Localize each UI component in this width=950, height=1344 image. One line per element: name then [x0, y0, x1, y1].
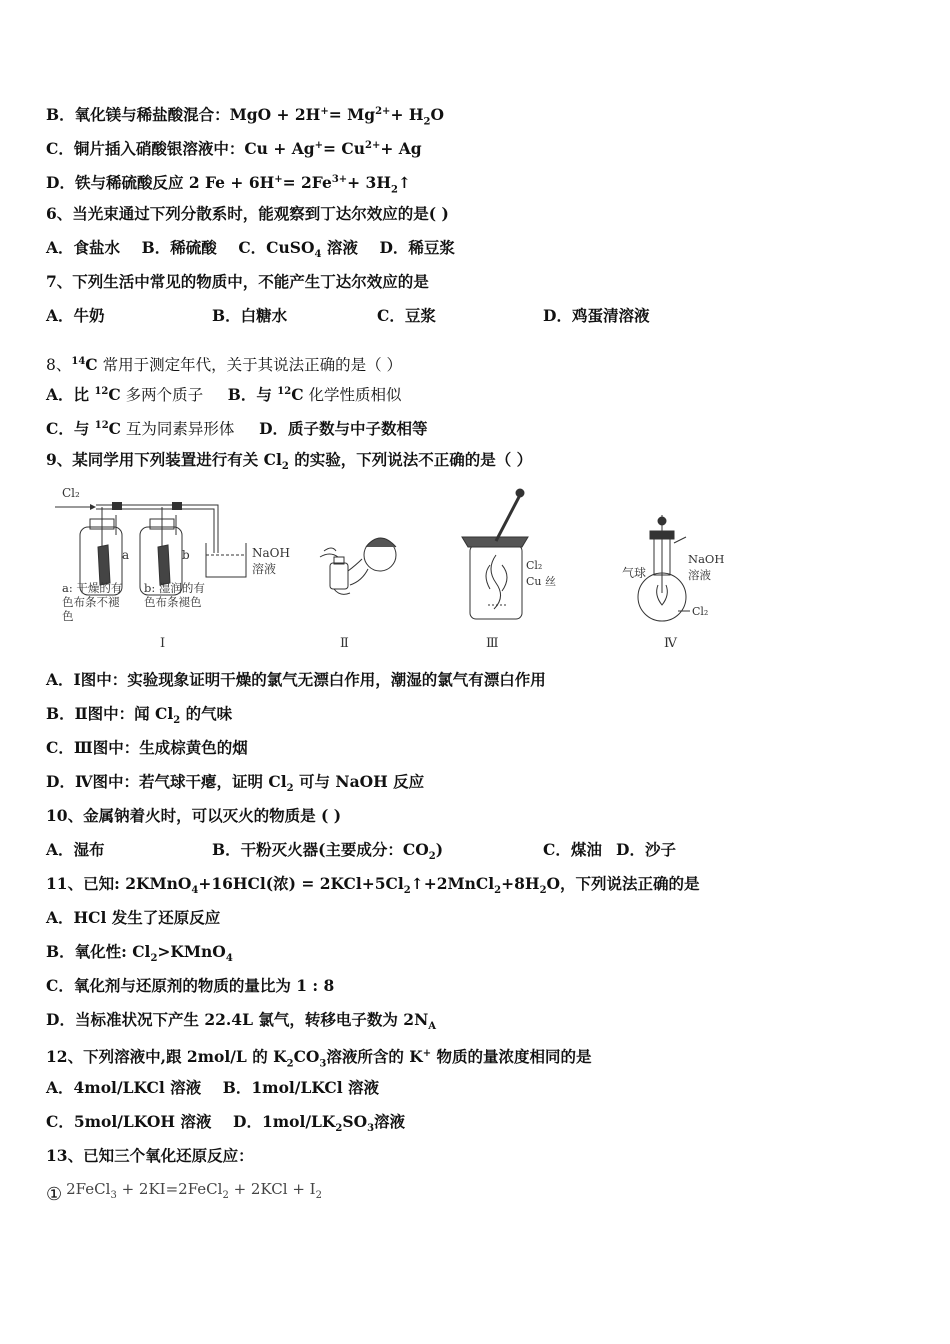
q7-option-c: C．豆浆: [377, 306, 436, 325]
svg-text:Cu 丝: Cu 丝: [526, 575, 556, 588]
q8-option-b: B．与 $^{12}$C 化学性质相似: [227, 385, 402, 405]
q8-option-a: A．比 $^{12}$C 多两个质子: [46, 385, 204, 405]
q5-option-b: B．氧化镁与稀盐酸混合：MgO + $2H^+= Mg^{2+}+ H_2O$: [46, 105, 444, 128]
q10-option-d: D．沙子: [616, 840, 676, 859]
q7-option-d: D．鸡蛋清溶液: [543, 306, 650, 325]
q9-stem: 9、某同学用下列装置进行有关 $Cl_2$ 的实验，下列说法不正确的是（ ）: [46, 450, 533, 473]
q12-options-cd: [46, 1112, 405, 1139]
q9-option-a: A．Ⅰ图中：实验现象证明干燥的氯气无漂白作用，潮湿的氯气有漂白作用: [46, 670, 546, 689]
q12-option-d: D．$1mol/LK_2SO_3$溶液: [233, 1112, 406, 1135]
svg-text:色布条褪色: 色布条褪色: [144, 595, 202, 609]
q7-option-a: A．牛奶: [46, 306, 105, 325]
q8-options-cd: [46, 416, 428, 439]
svg-text:a: 干燥的有: a: 干燥的有: [62, 581, 123, 595]
q12-option-a: A．4mol/LKCl 溶液: [46, 1078, 202, 1097]
q9-option-b: B．Ⅱ图中：闻 $Cl_2$ 的气味: [46, 704, 233, 727]
q12-options-ab: [46, 1078, 379, 1098]
equation-marker: ①: [46, 1184, 63, 1205]
svg-text:溶液: 溶液: [688, 568, 711, 582]
q5-option-d: D．铁与稀硫酸反应 2 $Fe + 6H^+= 2Fe^{3+}+$ $3H_2↑$: [46, 173, 411, 196]
q13-stem: 13、已知三个氧化还原反应：: [46, 1146, 254, 1165]
q8-stem: 8、$^{14}$C 常用于测定年代，关于其说法正确的是（ ）: [46, 355, 402, 375]
q11-stem: 11、已知: 2KMnO$_4$+16HCl(浓) = $2KCl+5Cl_2↑+2MnCl_2+8H_2O$，下列说法正确的是: [46, 874, 700, 897]
q12-stem: 12、下列溶液中,跟 2mol/L 的 $K_2CO_3$溶液所含的 K+ 物质的量浓度相同的是: [46, 1047, 592, 1070]
q8-option-d: D．质子数与中子数相等: [259, 419, 428, 439]
q6-option-c: C．CuSO$_4$ 溶液: [238, 238, 358, 261]
q9-apparatus-figure: [50, 485, 750, 660]
svg-text:Cl₂: Cl₂: [692, 605, 709, 618]
q8-options-ab: [46, 382, 401, 405]
label-IV: Ⅳ: [664, 636, 677, 651]
cu-wire-jar: [462, 489, 556, 619]
q11-option-d: D．当标准状况下产生 22.4L 氯气，转移电子数为 $2N_A$: [46, 1010, 436, 1033]
q11-option-b: B．氧化性: $Cl_2>KMnO_4$: [46, 942, 233, 965]
cl2-inlet-label: Cl₂: [62, 486, 80, 500]
svg-text:气球: 气球: [622, 566, 647, 580]
q8-option-c: C．与 $^{12}$C 互为同素异形体: [46, 419, 235, 439]
q6-option-a: A．食盐水: [46, 238, 121, 257]
q11-option-c: C．氧化剂与还原剂的物质的量比为 1 : 8: [46, 976, 335, 995]
svg-text:溶液: 溶液: [252, 562, 277, 576]
svg-text:色布条不褪: 色布条不褪: [62, 595, 120, 609]
label-I: Ⅰ: [160, 636, 166, 651]
svg-text:NaOH: NaOH: [688, 552, 725, 566]
q7-option-b: B．白糖水: [212, 306, 288, 325]
q9-option-d: D．Ⅳ图中：若气球干瘪，证明 $Cl_2$ 可与 NaOH 反应: [46, 772, 425, 795]
q10-option-b: B．干粉灭火器(主要成分：$CO_2$): [212, 840, 444, 863]
svg-text:NaOH: NaOH: [252, 546, 290, 560]
q7-stem: 7、下列生活中常见的物质中，不能产生丁达尔效应的是: [46, 272, 429, 291]
svg-text:色: 色: [62, 609, 74, 623]
q13-equation-1: ① 2FeCl$_3$ + 2KI=2FeCl$_2$ + $2KCl + I_2$: [46, 1180, 322, 1205]
smelling-person: [320, 538, 396, 594]
svg-text:b: b: [182, 548, 190, 562]
q12-option-c: C．5mol/LKOH 溶液: [46, 1112, 212, 1131]
balloon-flask: [622, 515, 724, 621]
q6-options: [46, 238, 455, 265]
q9-option-c: C．Ⅲ图中：生成棕黄色的烟: [46, 738, 248, 757]
q6-option-b: B．稀硫酸: [141, 238, 217, 257]
svg-text:b: 湿润的有: b: 湿润的有: [144, 581, 205, 595]
q5-option-c: C．铜片插入硝酸银溶液中：$Cu + Ag^+= Cu^{2+}+ Ag$: [46, 139, 422, 159]
svg-text:Cl₂: Cl₂: [526, 559, 543, 572]
q10-option-c: C．煤油: [543, 840, 602, 859]
q10-stem: 10、金属钠着火时，可以灭火的物质是 ( ): [46, 806, 342, 825]
q11-option-a: A．HCl 发生了还原反应: [46, 908, 221, 927]
q6-option-d: D．稀豆浆: [379, 238, 455, 257]
label-III: Ⅲ: [486, 636, 499, 651]
q6-stem: 6、当光束通过下列分散系时，能观察到丁达尔效应的是( ): [46, 204, 449, 223]
naoh-beaker: [206, 543, 290, 577]
q10-option-a: A．湿布: [46, 840, 105, 859]
q12-option-b: B．1mol/LKCl 溶液: [222, 1078, 380, 1097]
label-II: Ⅱ: [340, 636, 349, 651]
svg-text:a: a: [122, 548, 130, 562]
